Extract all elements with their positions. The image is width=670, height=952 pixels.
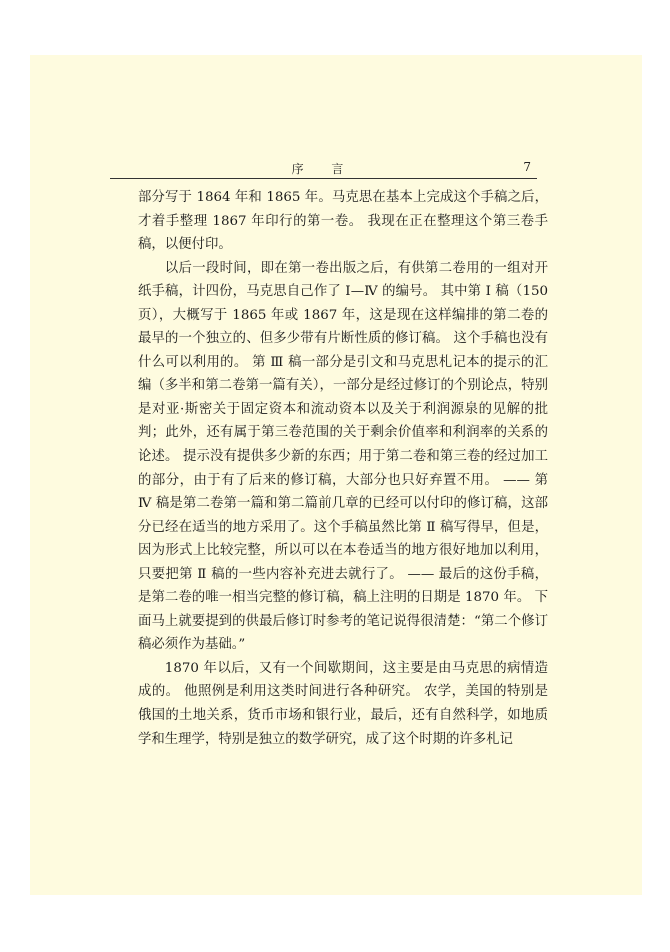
paragraph-1: 部分写于 1864 年和 1865 年。马克思在基本上完成这个手稿之后，才着手整理 1867 年印行的第一卷。 我现在正在整理这个第三卷手稿，以便付印。 <box>138 190 548 253</box>
body-text <box>138 186 548 751</box>
page-number: 7 <box>523 160 531 174</box>
header-title: 序 言 <box>291 162 356 176</box>
header-rule <box>110 178 537 179</box>
paragraph-3: 1870 年以后，又有一个间歇期间，这主要是由马克思的病情造成的。 他照例是利用这类时间进行各种研究。 农学，美国的特别是俄国的土地关系，货币市场和银行业，最后，还有自然科学，如地质学和生理学，特别是独立的数学研究，成了这个时期的许多札记 <box>138 660 548 747</box>
running-header <box>110 104 537 176</box>
paragraph-2: 以后一段时间，即在第一卷出版之后，有供第二卷用的一组对开纸手稿，计四份，马克思自己作了 Ⅰ—Ⅳ 的编号。 其中第 Ⅰ 稿（150 页），大概写于 1865 年或 1867 年，这是现在这样编排的第二卷的最早的一个独立的、但多少带有片断性质的修订稿。 这个手稿也没有什么可以利用的。 第 Ⅲ 稿一部分是引文和马克思札记本的提示的汇编（多半和第二卷第一篇有关），一部分是经过修订的个别论点，特别是对亚·斯密关于固定资本和流动资本以及关于利润源泉的见解的批判；此外，还有属于第三卷范围的关于剩余价值率和利润率的关系的论述。 提示没有提供多少新的东西；用于第二卷和第三卷的经过加工的部分，由于有了后来的修订稿，大部分也只好弃置不用。 —— 第 Ⅳ 稿是第二卷第一篇和第二篇前几章的已经可以付印的修订稿，这部分已经在适当的地方采用了。这个手稿虽然比第 Ⅱ 稿写得早，但是，因为形式上比较完整，所以可以在本卷适当的地方很好地加以利用，只要把第 Ⅱ 稿的一些内容补充进去就行了。 —— 最后的这份手稿，是第二卷的唯一相当完整的修订稿，稿上注明的日期是 1870 年。 下面马上就要提到的供最后修订时参考的笔记说得很清楚：“第二个修订稿必须作为基础。” <box>138 260 548 653</box>
